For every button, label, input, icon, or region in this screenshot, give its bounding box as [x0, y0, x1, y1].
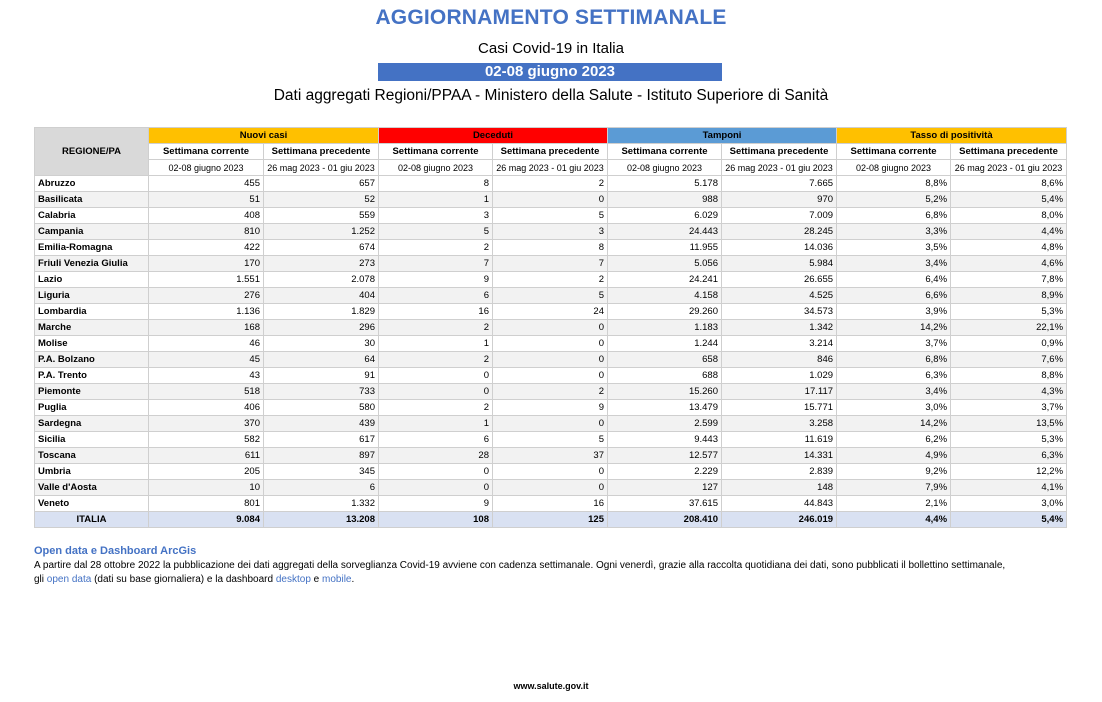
deaths-previous: 7: [493, 256, 608, 272]
cases-previous: 273: [264, 256, 379, 272]
positivity-previous: 8,9%: [951, 288, 1067, 304]
cases-previous: 30: [264, 336, 379, 352]
deaths-current: 7: [379, 256, 493, 272]
tests-current: 13.479: [608, 400, 722, 416]
period-current: 02-08 giugno 2023: [837, 160, 951, 176]
open-data-paragraph: [34, 559, 1074, 586]
deaths-previous: 8: [493, 240, 608, 256]
positivity-previous: 12,2%: [951, 464, 1067, 480]
region-column-header: REGIONE/PA: [35, 128, 149, 176]
cases-previous: 617: [264, 432, 379, 448]
region-name: Liguria: [35, 288, 149, 304]
cases-current: 422: [149, 240, 264, 256]
positivity-previous: 4,1%: [951, 480, 1067, 496]
tests-previous: 17.117: [722, 384, 837, 400]
cases-current: 455: [149, 176, 264, 192]
tests-current: 4.158: [608, 288, 722, 304]
deaths-current: 2: [379, 400, 493, 416]
cases-previous: 657: [264, 176, 379, 192]
region-name: Friuli Venezia Giulia: [35, 256, 149, 272]
positivity-current: 3,3%: [837, 224, 951, 240]
deaths-current: 6: [379, 432, 493, 448]
cases-previous: 897: [264, 448, 379, 464]
tests-current: 5.178: [608, 176, 722, 192]
table-row: [35, 224, 1067, 240]
sub-header-current: Settimana corrente: [379, 144, 493, 160]
positivity-previous: 8,6%: [951, 176, 1067, 192]
tests-previous: 28.245: [722, 224, 837, 240]
total-positivity-current: 4,4%: [837, 512, 951, 528]
data-source-line: Dati aggregati Regioni/PPAA - Ministero della Salute - Istituto Superiore di Sanità: [273, 87, 829, 104]
cases-current: 370: [149, 416, 264, 432]
cases-current: 801: [149, 496, 264, 512]
deaths-current: 0: [379, 480, 493, 496]
tests-previous: 26.655: [722, 272, 837, 288]
cases-previous: 1.252: [264, 224, 379, 240]
page-title: AGGIORNAMENTO SETTIMANALE: [375, 6, 727, 29]
tests-current: 9.443: [608, 432, 722, 448]
positivity-previous: 5,3%: [951, 304, 1067, 320]
positivity-previous: 0,9%: [951, 336, 1067, 352]
tests-previous: 34.573: [722, 304, 837, 320]
table-row: [35, 272, 1067, 288]
positivity-previous: 5,4%: [951, 192, 1067, 208]
tests-current: 1.183: [608, 320, 722, 336]
positivity-previous: 4,6%: [951, 256, 1067, 272]
cases-current: 582: [149, 432, 264, 448]
deaths-current: 5: [379, 224, 493, 240]
positivity-previous: 3,0%: [951, 496, 1067, 512]
tests-current: 29.260: [608, 304, 722, 320]
period-current: 02-08 giugno 2023: [149, 160, 264, 176]
deaths-previous: 5: [493, 288, 608, 304]
deaths-previous: 0: [493, 192, 608, 208]
region-name: Piemonte: [35, 384, 149, 400]
period-previous: 26 mag 2023 - 01 giu 2023: [264, 160, 379, 176]
period-previous: 26 mag 2023 - 01 giu 2023: [722, 160, 837, 176]
positivity-current: 6,2%: [837, 432, 951, 448]
positivity-previous: 4,8%: [951, 240, 1067, 256]
region-name: Molise: [35, 336, 149, 352]
open-data-title: Open data e Dashboard ArcGis: [34, 545, 197, 557]
sub-header-previous: Settimana precedente: [493, 144, 608, 160]
table-row: [35, 304, 1067, 320]
region-name: Basilicata: [35, 192, 149, 208]
deaths-previous: 3: [493, 224, 608, 240]
cases-previous: 91: [264, 368, 379, 384]
cases-previous: 559: [264, 208, 379, 224]
total-tests-previous: 246.019: [722, 512, 837, 528]
tests-previous: 14.036: [722, 240, 837, 256]
tests-previous: 846: [722, 352, 837, 368]
tests-current: 12.577: [608, 448, 722, 464]
page-subtitle: Casi Covid-19 in Italia: [478, 40, 624, 57]
positivity-current: 6,8%: [837, 208, 951, 224]
cases-current: 205: [149, 464, 264, 480]
table-row: [35, 192, 1067, 208]
deaths-previous: 0: [493, 416, 608, 432]
cases-previous: 1.332: [264, 496, 379, 512]
tests-previous: 11.619: [722, 432, 837, 448]
open-data-text-3: (dati su base giornaliera) e la dashboard: [91, 573, 276, 585]
tests-current: 5.056: [608, 256, 722, 272]
region-name: Puglia: [35, 400, 149, 416]
cases-previous: 439: [264, 416, 379, 432]
total-positivity-previous: 5,4%: [951, 512, 1067, 528]
cases-current: 51: [149, 192, 264, 208]
deaths-current: 3: [379, 208, 493, 224]
table-row: [35, 336, 1067, 352]
deaths-current: 1: [379, 416, 493, 432]
positivity-current: 3,7%: [837, 336, 951, 352]
group-header-tasso-positivita: Tasso di positività: [837, 128, 1067, 144]
table-row: [35, 496, 1067, 512]
dashboard-desktop-link[interactable]: desktop: [275, 573, 311, 585]
tests-previous: 5.984: [722, 256, 837, 272]
period-previous: 26 mag 2023 - 01 giu 2023: [951, 160, 1067, 176]
date-range-banner: 02-08 giugno 2023: [378, 63, 722, 81]
positivity-current: 3,4%: [837, 256, 951, 272]
deaths-previous: 0: [493, 320, 608, 336]
cases-current: 170: [149, 256, 264, 272]
table-row: [35, 240, 1067, 256]
cases-previous: 64: [264, 352, 379, 368]
table-row: [35, 464, 1067, 480]
tests-previous: 7.009: [722, 208, 837, 224]
tests-previous: 1.342: [722, 320, 837, 336]
region-name: Sardegna: [35, 416, 149, 432]
group-header-deceduti: Deceduti: [379, 128, 608, 144]
deaths-previous: 2: [493, 176, 608, 192]
cases-previous: 345: [264, 464, 379, 480]
deaths-previous: 0: [493, 336, 608, 352]
table-row: [35, 432, 1067, 448]
sub-header-previous: Settimana precedente: [951, 144, 1067, 160]
region-name: Toscana: [35, 448, 149, 464]
deaths-current: 0: [379, 464, 493, 480]
cases-previous: 296: [264, 320, 379, 336]
region-name: Veneto: [35, 496, 149, 512]
positivity-previous: 22,1%: [951, 320, 1067, 336]
tests-current: 688: [608, 368, 722, 384]
region-name: Marche: [35, 320, 149, 336]
region-name: P.A. Bolzano: [35, 352, 149, 368]
tests-previous: 4.525: [722, 288, 837, 304]
tests-current: 6.029: [608, 208, 722, 224]
cases-current: 810: [149, 224, 264, 240]
deaths-current: 28: [379, 448, 493, 464]
region-name: Sicilia: [35, 432, 149, 448]
positivity-current: 3,5%: [837, 240, 951, 256]
table-row: [35, 256, 1067, 272]
cases-current: 10: [149, 480, 264, 496]
group-header-tamponi: Tamponi: [608, 128, 837, 144]
total-deaths-current: 108: [379, 512, 493, 528]
deaths-previous: 2: [493, 384, 608, 400]
deaths-current: 2: [379, 352, 493, 368]
positivity-previous: 7,6%: [951, 352, 1067, 368]
deaths-previous: 9: [493, 400, 608, 416]
region-name: Umbria: [35, 464, 149, 480]
open-data-text-4: e: [310, 573, 323, 585]
tests-current: 37.615: [608, 496, 722, 512]
sub-header-previous: Settimana precedente: [722, 144, 837, 160]
table-row: [35, 384, 1067, 400]
cases-current: 408: [149, 208, 264, 224]
positivity-previous: 6,3%: [951, 448, 1067, 464]
total-tests-current: 208.410: [608, 512, 722, 528]
cases-previous: 1.829: [264, 304, 379, 320]
table-row: [35, 352, 1067, 368]
tests-current: 127: [608, 480, 722, 496]
table-row: [35, 416, 1067, 432]
cases-previous: 404: [264, 288, 379, 304]
deaths-previous: 0: [493, 480, 608, 496]
deaths-current: 0: [379, 384, 493, 400]
table-row: [35, 448, 1067, 464]
open-data-link[interactable]: open data: [46, 573, 92, 585]
positivity-current: 7,9%: [837, 480, 951, 496]
positivity-current: 14,2%: [837, 416, 951, 432]
total-cases-previous: 13.208: [264, 512, 379, 528]
period-previous: 26 mag 2023 - 01 giu 2023: [493, 160, 608, 176]
tests-previous: 2.839: [722, 464, 837, 480]
region-name: Lazio: [35, 272, 149, 288]
total-deaths-previous: 125: [493, 512, 608, 528]
weekly-covid-table: [34, 127, 1067, 528]
positivity-current: 8,8%: [837, 176, 951, 192]
positivity-current: 14,2%: [837, 320, 951, 336]
positivity-previous: 7,8%: [951, 272, 1067, 288]
table-row: [35, 176, 1067, 192]
deaths-previous: 0: [493, 464, 608, 480]
deaths-previous: 16: [493, 496, 608, 512]
positivity-current: 6,6%: [837, 288, 951, 304]
total-row: [35, 512, 1067, 528]
tests-previous: 44.843: [722, 496, 837, 512]
tests-previous: 3.258: [722, 416, 837, 432]
positivity-previous: 13,5%: [951, 416, 1067, 432]
group-header-nuovi-casi: Nuovi casi: [149, 128, 379, 144]
deaths-previous: 5: [493, 432, 608, 448]
positivity-previous: 5,3%: [951, 432, 1067, 448]
positivity-current: 6,3%: [837, 368, 951, 384]
positivity-current: 2,1%: [837, 496, 951, 512]
tests-current: 2.599: [608, 416, 722, 432]
cases-current: 276: [149, 288, 264, 304]
cases-previous: 2.078: [264, 272, 379, 288]
cases-previous: 674: [264, 240, 379, 256]
cases-current: 45: [149, 352, 264, 368]
cases-previous: 6: [264, 480, 379, 496]
sub-header-current: Settimana corrente: [608, 144, 722, 160]
positivity-current: 6,4%: [837, 272, 951, 288]
cases-previous: 733: [264, 384, 379, 400]
cases-current: 1.136: [149, 304, 264, 320]
cases-current: 43: [149, 368, 264, 384]
table-row: [35, 480, 1067, 496]
deaths-current: 16: [379, 304, 493, 320]
cases-current: 46: [149, 336, 264, 352]
table-row: [35, 400, 1067, 416]
tests-previous: 148: [722, 480, 837, 496]
sub-header-current: Settimana corrente: [149, 144, 264, 160]
positivity-current: 3,4%: [837, 384, 951, 400]
cases-previous: 580: [264, 400, 379, 416]
tests-current: 24.443: [608, 224, 722, 240]
table-row: [35, 320, 1067, 336]
deaths-previous: 2: [493, 272, 608, 288]
region-name: Campania: [35, 224, 149, 240]
positivity-current: 9,2%: [837, 464, 951, 480]
deaths-previous: 0: [493, 352, 608, 368]
positivity-previous: 3,7%: [951, 400, 1067, 416]
deaths-current: 9: [379, 496, 493, 512]
deaths-current: 0: [379, 368, 493, 384]
deaths-previous: 0: [493, 368, 608, 384]
table-row: [35, 368, 1067, 384]
cases-current: 1.551: [149, 272, 264, 288]
tests-current: 1.244: [608, 336, 722, 352]
tests-previous: 15.771: [722, 400, 837, 416]
table-row: [35, 288, 1067, 304]
deaths-current: 9: [379, 272, 493, 288]
tests-previous: 970: [722, 192, 837, 208]
cases-previous: 52: [264, 192, 379, 208]
deaths-current: 1: [379, 336, 493, 352]
table-row: [35, 208, 1067, 224]
footer-url: www.salute.gov.it: [513, 681, 589, 691]
deaths-current: 8: [379, 176, 493, 192]
region-name: P.A. Trento: [35, 368, 149, 384]
sub-header-previous: Settimana precedente: [264, 144, 379, 160]
deaths-current: 1: [379, 192, 493, 208]
tests-current: 658: [608, 352, 722, 368]
tests-current: 24.241: [608, 272, 722, 288]
deaths-previous: 5: [493, 208, 608, 224]
tests-previous: 1.029: [722, 368, 837, 384]
positivity-current: 3,0%: [837, 400, 951, 416]
cases-current: 168: [149, 320, 264, 336]
period-current: 02-08 giugno 2023: [608, 160, 722, 176]
tests-current: 2.229: [608, 464, 722, 480]
positivity-current: 4,9%: [837, 448, 951, 464]
cases-current: 611: [149, 448, 264, 464]
region-name: Calabria: [35, 208, 149, 224]
tests-previous: 3.214: [722, 336, 837, 352]
open-data-text-2: gli: [34, 573, 47, 585]
deaths-previous: 37: [493, 448, 608, 464]
deaths-current: 2: [379, 320, 493, 336]
dashboard-mobile-link[interactable]: mobile: [322, 573, 352, 585]
tests-previous: 7.665: [722, 176, 837, 192]
region-name: Emilia-Romagna: [35, 240, 149, 256]
sub-header-current: Settimana corrente: [837, 144, 951, 160]
deaths-previous: 24: [493, 304, 608, 320]
open-data-text-5: .: [351, 573, 355, 585]
total-label: ITALIA: [35, 512, 149, 528]
positivity-previous: 8,8%: [951, 368, 1067, 384]
tests-current: 11.955: [608, 240, 722, 256]
region-name: Lombardia: [35, 304, 149, 320]
positivity-current: 5,2%: [837, 192, 951, 208]
positivity-previous: 4,3%: [951, 384, 1067, 400]
deaths-current: 2: [379, 240, 493, 256]
tests-current: 988: [608, 192, 722, 208]
open-data-text-1: A partire dal 28 ottobre 2022 la pubblicazione dei dati aggregati della sorveglianza Covid-19 avviene con cadenza settimanale. Ogni venerdì, grazie alla raccolta quotidiana dei dati, sono pubblicati il bollettino settimanale,: [34, 560, 1006, 571]
deaths-current: 6: [379, 288, 493, 304]
region-name: Abruzzo: [35, 176, 149, 192]
cases-current: 518: [149, 384, 264, 400]
positivity-previous: 4,4%: [951, 224, 1067, 240]
positivity-current: 6,8%: [837, 352, 951, 368]
positivity-current: 3,9%: [837, 304, 951, 320]
cases-current: 406: [149, 400, 264, 416]
tests-current: 15.260: [608, 384, 722, 400]
table-body: [35, 176, 1067, 512]
tests-previous: 14.331: [722, 448, 837, 464]
positivity-previous: 8,0%: [951, 208, 1067, 224]
period-current: 02-08 giugno 2023: [379, 160, 493, 176]
total-cases-current: 9.084: [149, 512, 264, 528]
region-name: Valle d'Aosta: [35, 480, 149, 496]
